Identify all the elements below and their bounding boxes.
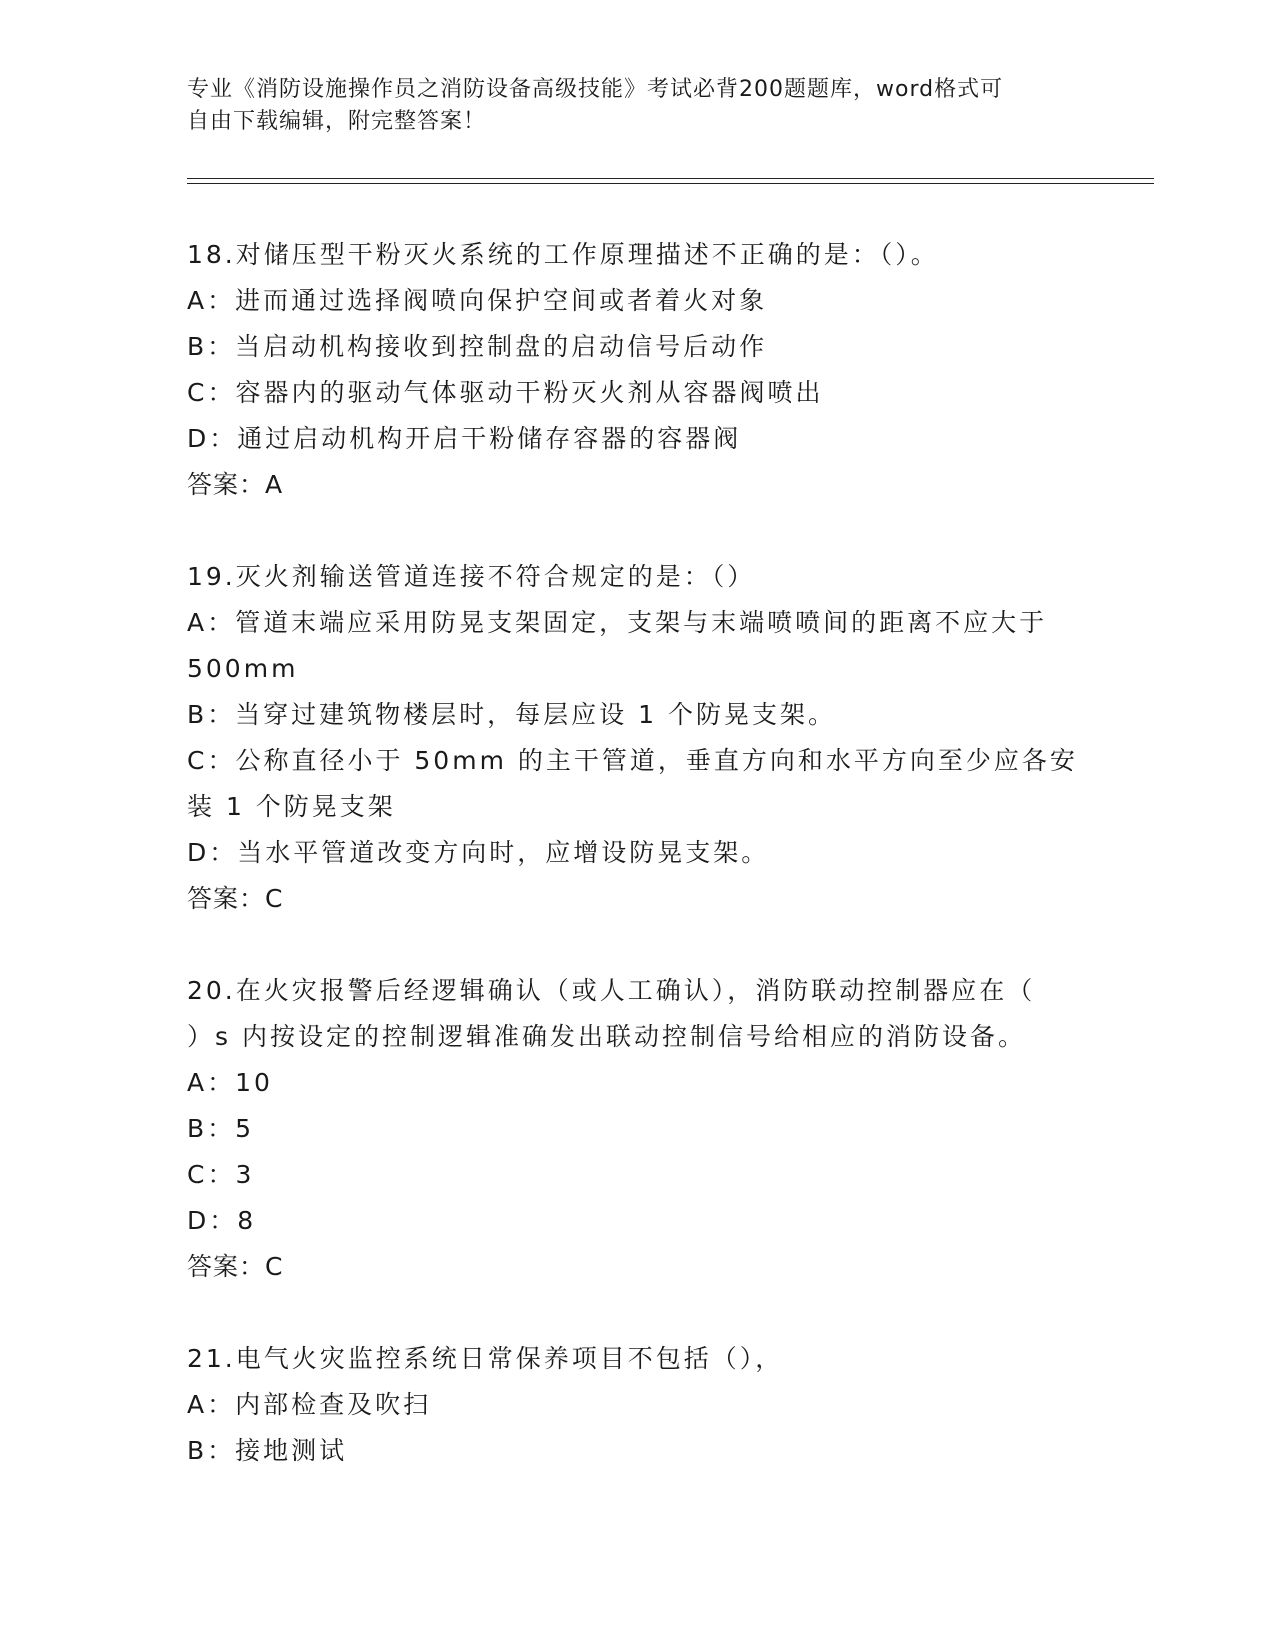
- question-list: [187, 232, 1087, 1474]
- option-a: A：进而通过选择阀喷向保护空间或者着火对象: [187, 286, 768, 315]
- question-block: [187, 554, 1087, 922]
- question-block: [187, 1336, 1087, 1474]
- question-stem: 21.电气火灾监控系统日常保养项目不包括（），: [187, 1344, 784, 1373]
- option-d: D：通过启动机构开启干粉储存容器的容器阀: [187, 424, 742, 453]
- option-c-continued: 装 1 个防晃支架: [187, 792, 396, 821]
- answer-line: 答案：A: [187, 470, 284, 499]
- option-c: C：3: [187, 1160, 255, 1189]
- option-b: B：接地测试: [187, 1436, 348, 1465]
- question-spacer: [187, 922, 1087, 968]
- option-c: C：公称直径小于 50mm 的主干管道，垂直方向和水平方向至少应各安: [187, 746, 1078, 775]
- option-b: B：当穿过建筑物楼层时，每层应设 1 个防晃支架。: [187, 700, 836, 729]
- question-spacer: [187, 1290, 1087, 1336]
- option-a: A：内部检查及吹扫: [187, 1390, 432, 1419]
- question-block: [187, 968, 1087, 1290]
- option-c: C：容器内的驱动气体驱动干粉灭火剂从容器阀喷出: [187, 378, 824, 407]
- question-stem-continued: ）s 内按设定的控制逻辑准确发出联动控制信号给相应的消防设备。: [187, 1022, 1026, 1051]
- document-header: [187, 74, 1067, 138]
- option-a-continued: 500mm: [187, 654, 299, 683]
- option-d: D：当水平管道改变方向时，应增设防晃支架。: [187, 838, 770, 867]
- question-block: [187, 232, 1087, 508]
- option-a: A：管道末端应采用防晃支架固定，支架与末端喷喷间的距离不应大于: [187, 608, 1048, 637]
- answer-line: 答案：C: [187, 884, 284, 913]
- question-stem: 18.对储压型干粉灭火系统的工作原理描述不正确的是：（）。: [187, 240, 939, 269]
- option-a: A：10: [187, 1068, 273, 1097]
- option-b: B：5: [187, 1114, 255, 1143]
- answer-line: 答案：C: [187, 1252, 284, 1281]
- question-stem: 20.在火灾报警后经逻辑确认（或人工确认），消防联动控制器应在（: [187, 976, 1036, 1005]
- header-line-1: 专业《消防设施操作员之消防设备高级技能》考试必背200题题库，word格式可: [187, 77, 1004, 102]
- header-line-2: 自由下载编辑，附完整答案！: [187, 109, 487, 134]
- question-spacer: [187, 508, 1087, 554]
- header-divider-bottom: [187, 183, 1154, 184]
- header-divider-top: [187, 178, 1154, 179]
- question-stem: 19.灭火剂输送管道连接不符合规定的是：（）: [187, 562, 756, 591]
- option-d: D：8: [187, 1206, 257, 1235]
- option-b: B：当启动机构接收到控制盘的启动信号后动作: [187, 332, 768, 361]
